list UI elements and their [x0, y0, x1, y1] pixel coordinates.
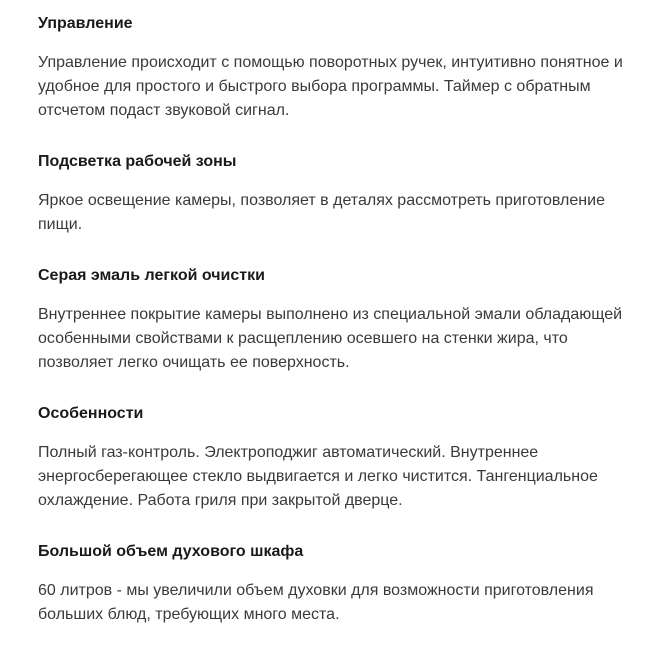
section-title-oven-volume: Большой объем духового шкафа [38, 543, 304, 560]
section-text-controls: Управление происходит с помощью поворотных ручек, интуитивно понятное и удобное для простого и быстрого выбора программы. Таймер с обратным отсчетом подаст звуковой сигнал. [38, 54, 623, 119]
section-text-features: Полный газ-контроль. Электроподжиг автоматический. Внутреннее энергосберегающее стекло выдвигается и легко чистится. Тангенциальное охлаждение. Работа гриля при закрытой дверце. [38, 444, 598, 509]
section-title-features: Особенности [38, 405, 144, 422]
section-title-enamel: Серая эмаль легкой очистки [38, 267, 265, 284]
section-text-enamel: Внутреннее покрытие камеры выполнено из специальной эмали обладающей особенными свойствами к расщеплению осевшего на стенки жира, что позволяет легко очищать ее поверхность. [38, 306, 623, 371]
section-text-oven-volume: 60 литров - мы увеличили объем духовки для возможности приготовления больших блюд, требующих много места. [38, 582, 594, 623]
section-text-lighting: Яркое освещение камеры, позволяет в деталях рассмотреть приготовление пищи. [38, 192, 605, 233]
section-title-lighting: Подсветка рабочей зоны [38, 153, 237, 170]
section-title-controls: Управление [38, 15, 133, 32]
